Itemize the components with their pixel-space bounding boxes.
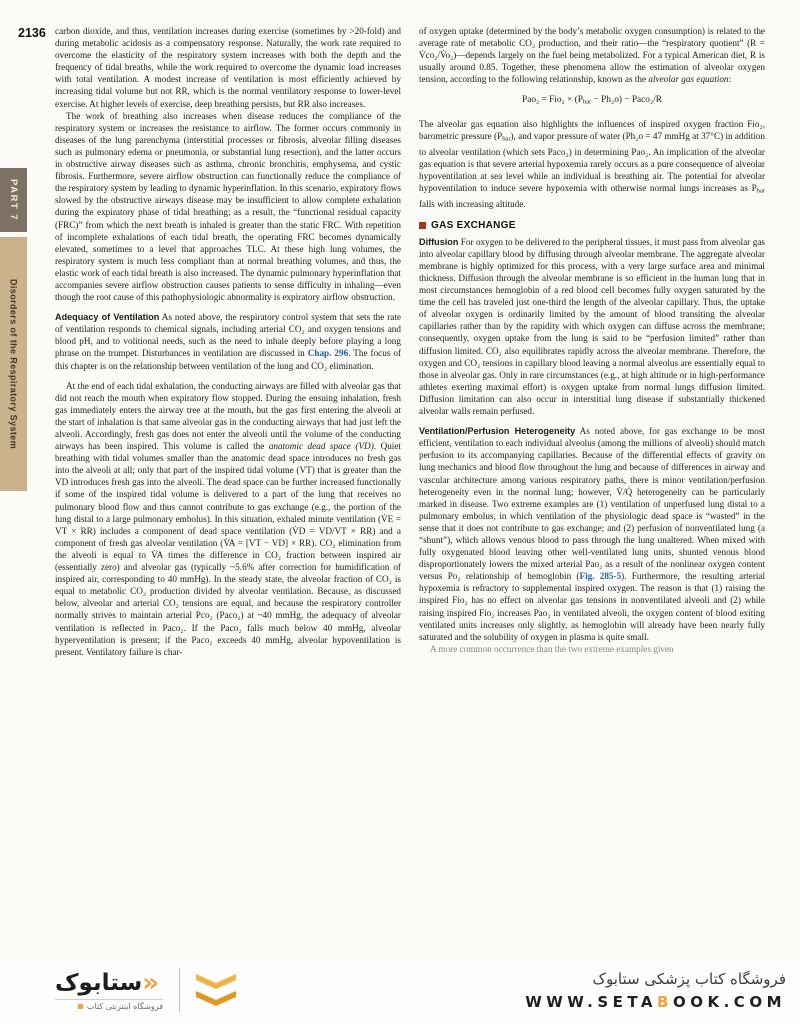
chevron-top-icon: [196, 974, 236, 989]
section-heading-label: GAS EXCHANGE: [431, 219, 516, 231]
figure-link[interactable]: Fig. 285-5: [579, 571, 622, 582]
text-segment: The work of breathing also increases when disease reduces the compliance of the respiratory system or increases the resistance to airflow. The former occurs commonly in diseases of the lung parenchyma (interstitial processes or fibrosis, alveolar filling diseases such as pulmonary edema or pneumonia, or substantial lung resection), and the latter occurs in obstructive airway diseases such as asthma, chronic bronchitis, emphysema, and cystic fibrosis. Furthermore, severe airflow obstruction can functionally reduce the compliance of the respiratory system by leading to dynamic hyperinflation. In this scenario, expiratory flows slowed by the obstructive airways disease may be insufficient to allow complete exhalation during the expiratory phase of tidal breathing; as a result, the “functional residual capacity (FRC)” from which the next breath is inhaled is greater than the static FRC. With repetition of incomplete exhalations of each tidal breath, the operating FRC becomes dynamically elevated, sometimes to a level that approaches TLC. At these high lung volumes, the respiratory system is much less compliant than at normal breathing volumes, and thus, the elastic work of each tidal breath is also increased. The dynamic pulmonary hyperinflation that accompanies severe airflow obstruction causes patients to sense difficulty in inhaling—even though the root cause of this pathophysiologic abnormality is expiratory airflow obstruction.: [55, 110, 401, 303]
logo-subtitle: فروشگاه اینترنتی کتاب: [55, 999, 163, 1011]
store-url: [525, 993, 786, 1011]
text-segment: ). Furthermore, the resulting arterial hypoxemia is refractory to supplemental inspired oxygen. The reason is that (1) raising the inspired Fio₂ has no effect on alveolar gas tensions in nonventilated alveoli and (2) while raising inspired Fio₂ increases Pao₂ in ventilated alveoli, the oxygen content of blood exiting ventilated units increases only slightly, as hemoglobin will already have been nearly fully saturated and the solubility of oxygen in plasma is quite small.: [419, 571, 765, 642]
logo-row: [55, 967, 163, 998]
chapter-link[interactable]: Chap. 296: [307, 348, 349, 359]
text-segment: − Ph₂o) − Paco₂/R: [591, 95, 662, 106]
footer-divider: [179, 968, 180, 1012]
text-segment: :: [728, 74, 732, 85]
paragraph: [419, 643, 765, 655]
left-column: [55, 25, 401, 959]
text-segment: bar: [502, 135, 511, 143]
footer-right: [525, 970, 786, 1011]
run-in-heading: Adequacy of Ventilation: [55, 312, 160, 323]
gas-exchange-heading: [419, 220, 765, 231]
paragraph-vq-heterogeneity: [419, 425, 765, 643]
paragraph: [55, 380, 401, 658]
run-in-heading: Ventilation/Perfusion Heterogeneity: [419, 426, 576, 437]
two-column-text: [55, 25, 765, 959]
chapter-edge-tabs: [0, 168, 27, 491]
alveolar-gas-equation: [419, 94, 765, 109]
text-segment: falls with increasing altitude.: [419, 198, 526, 209]
text-segment: As noted above, for gas exchange to be most efficient, ventilation to each individual alveolus (among the millions of alveoli) should match perfusion to its accompanying capillaries. Because of the differential effects of gravity on lung mechanics and blood flow throughout the lung and because of differences in airway and vascular architecture among various respiratory paths, there is minor ventilation/perfusion heterogeneity even in the normal lung; however, V̇/Q̇ heterogeneity can be particularly marked in disease. Two extreme examples are (1) ventilation of unperfused lung distal to a pulmonary embolus, in which ventilation of the physiologic dead space is “wasted” in the sense that it does not contribute to gas exchange; and (2) perfusion of nonventilated lung (a “shunt”), which allows venous blood to pass through the lung unaltered. When mixed with fully oxygenated blood leaving other well-ventilated lung units, shunted venous blood disproportionately lowers the mixed arterial Pao₂ as a result of the nonlinear oxygen content versus Po₂ relationship of hemoglobin (: [419, 426, 765, 582]
text-segment: The alveolar gas equation also highlights the influences of inspired oxygen fraction Fio₂, barometric pressure (P: [419, 119, 765, 142]
text-segment: carbon dioxide, and thus, ventilation increases during exercise (sometimes by >20-fold) and during metabolic acidosis as a compensatory response. Naturally, the work rate required to overcome the elasticity of the respiratory system increases with both the depth and the frequency of tidal breaths, while the work required to overcome the dynamic load increases with total ventilation. A modest increase of ventilation is most efficiently achieved by increasing tidal volume but not RR, which is the normal ventilatory response to lower-level exercise. At higher levels of exercise, deep breathing persists, but RR also increases.: [55, 26, 401, 109]
double-chevron-down-icon: [196, 974, 236, 1006]
store-tagline: فروشگاه کتاب پزشکی ستابوک: [592, 969, 786, 988]
paragraph: [55, 25, 401, 110]
paragraph: [419, 118, 765, 210]
text-segment: of oxygen uptake (determined by the body’s metabolic oxygen consumption) is related to the average rate of metabolic CO₂ production, and their ratio—the “respiratory quotient” (R = V̇co₂/V̇o₂)—depends largely on the fuel being metabolized. For a typical American diet, R is usually around 0.85. Together, these phenomena allow the estimation of alveolar oxygen tension, according to the following relationship, known as the: [419, 26, 765, 85]
text-segment: As noted above, the respiratory control system that sets the rate of ventilation responds to chemical signals, including arterial CO₂ and oxygen tensions and blood pH, and to volitional needs, such as the need to inhale deeply before playing a long phrase on the trumpet. Disturbances in ventilation are discussed in: [55, 312, 402, 359]
text-segment: alveolar gas equation: [648, 74, 729, 85]
section-square-icon: [419, 222, 426, 229]
text-segment: B: [657, 992, 673, 1011]
bookstore-banner: [0, 956, 800, 1024]
text-segment: . The focus of this chapter is on the relationship between ventilation of the lung and CO₂ elimination.: [55, 348, 402, 371]
logo-title: ستابوک: [55, 969, 143, 996]
text-segment: bar: [582, 98, 592, 106]
section-tab: Disorders of the Respiratory System: [0, 237, 27, 491]
part-tab: PART 7: [0, 168, 27, 232]
paragraph-diffusion: [419, 236, 765, 417]
setabook-logo: [55, 967, 164, 1011]
right-column: [419, 25, 765, 959]
page-number: 2136: [18, 26, 46, 40]
text-segment: A more common occurrence than the two extreme examples given: [430, 643, 674, 654]
text-segment: OOK.COM: [672, 992, 786, 1011]
text-segment: At the end of each tidal exhalation, the conducting airways are filled with alveolar gas that did not reach the mouth when expiratory flow stopped. During the ensuing inhalation, fresh gas immediately enters the airway tree at the mouth, but the gas first entering the alveoli at the start of inhalation is that same alveolar gas in the conducting airways that had just left the alveoli. Accordingly, fresh gas does not enter the alveoli until the volume of the conducting airways has been inspired. This volume is called the: [55, 380, 401, 452]
text-segment: For oxygen to be delivered to the peripheral tissues, it must pass from alveolar gas into alveolar capillary blood by diffusing through alveolar membrane. The aggregate alveolar membrane is highly optimized for this process, with a very large surface area and minimal thickness. Diffusion through the alveolar membrane is so efficient in the human lung that in most circumstances hemoglobin of a red blood cell becomes fully oxygen saturated by the time the cell has traveled just one-third the length of the alveolar capillary. Thus, the uptake of alveolar oxygen is ordinarily limited by the amount of blood transiting the alveolar capillaries rather than by the rapidity with which oxygen can diffuse across the membrane; consequently, oxygen uptake from the lung is said to be “perfusion limited” rather than diffusion limited. CO₂ also equilibrates rapidly across the alveolar membrane. Therefore, the oxygen and CO₂ tensions in capillary blood leaving a normal alveolus are essentially equal to those in alveolar gas. Only in rare circumstances (e.g., at high altitude or in high-performance athletes exerting maximal effort) is oxygen uptake from normal lungs diffusion limited. Diffusion limitation can also occur in interstitial lung disease if substantially thickened alveolar walls remain perfused.: [419, 236, 765, 417]
paragraph: [55, 110, 401, 304]
run-in-heading: Diffusion: [419, 236, 459, 247]
text-segment: ), and vapor pressure of water (Ph₂o = 47 mmHg at 37°C) in addition to alveolar ventilation (which sets Paco₂) in determining Pao₂. An implication of the alveolar gas equation is that severe arterial hypoxemia rarely occurs as a pure consequence of alveolar hypoventilation at sea level while an individual is breathing air. The potential for alveolar hypoventilation to induce severe hypoxemia with otherwise normal lungs increases as P: [419, 131, 765, 194]
logo-chevron-icon: «: [142, 967, 160, 998]
chevron-bottom-icon: [196, 991, 236, 1006]
text-segment: . Quiet breathing with tidal volumes smaller than the anatomic dead space introduces no fresh gas into the alveoli at all; only that part of the inspired tidal volume (VT) that is greater than the VD introduces fresh gas into the alveoli. The dead space can be further increased functionally if some of the inspired tidal volume is delivered to a part of the lung that receives no pulmonary blood flow and thus cannot contribute to gas exchange (e.g., the portion of the lung distal to a large pulmonary embolus). In this situation, exhaled minute ventilation (V̇E = VT × RR) includes a component of dead space ventilation (V̇D = VD/VT × RR) and a component of fresh gas alveolar ventilation (V̇A = [VT − VD] × RR). CO₂ elimination from the alveoli is equal to V̇A times the difference in CO₂ fraction between inspired air (essentially zero) and alveolar gas (typically ~5.6% after correction for humidification of inspired air, corresponding to 40 mmHg). In the steady state, the alveolar fraction of CO₂ is equal to metabolic CO₂ production divided by alveolar ventilation. Because, as discussed below, alveolar and arterial CO₂ tensions are equal, and because the respiratory controller normally strives to maintain arterial Pco₂ (Paco₂) at ~40 mmHg, the adequacy of alveolar ventilation is reflected in Paco₂. If the Paco₂ falls much below 40 mmHg, alveolar hyperventilation is present; if the Paco₂ exceeds 40 mmHg, alveolar hypoventilation is present. Ventilatory failure is char-: [55, 441, 401, 657]
paragraph-adequacy-of-ventilation: [55, 311, 401, 371]
text-segment: anatomic dead space (VD): [268, 441, 374, 452]
text-segment: bar: [756, 187, 765, 195]
paragraph: [419, 25, 765, 85]
text-segment: Pao₂ = Fio₂ × (P: [522, 95, 583, 106]
text-segment: WWW.SETA: [525, 992, 658, 1011]
